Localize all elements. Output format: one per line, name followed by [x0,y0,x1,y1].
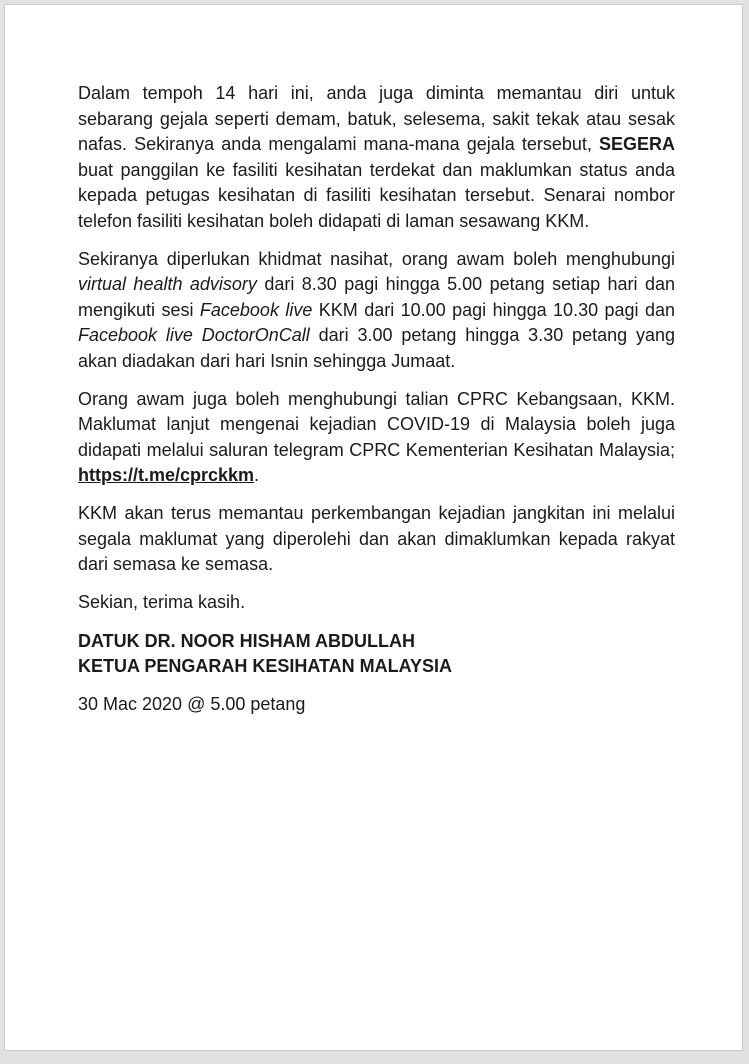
text-run: dari 3.00 petang hingga 3.30 petang yang akan diadakan dari hari Isnin sehingga Jumaat. [78,325,675,371]
signature-block [78,629,675,680]
text-run: Dalam tempoh 14 hari ini, anda juga diminta memantau diri untuk sebarang gejala seperti demam, batuk, selesema, sakit tekak atau sesak nafas. Sekiranya anda mengalami mana-mana gejala tersebut, [78,83,675,154]
paragraph-ongoing-monitoring [78,501,675,578]
signatory-title: KETUA PENGARAH KESIHATAN MALAYSIA [78,656,453,676]
text-run: Facebook live DoctorOnCall [78,325,310,345]
text-run: virtual health advisory [78,274,257,294]
paragraph-cprc-telegram [78,387,675,489]
telegram-link[interactable]: https://t.me/cprckkm [78,465,255,485]
text-run: Facebook live [199,299,313,320]
text-run: Orang awam juga boleh menghubungi talian CPRC Kebangsaan, KKM. Maklumat lanjut mengenai kejadian COVID-19 di Malaysia boleh juga didapati melalui saluran telegram CPRC Kementerian Kesihatan Malaysia; [78,388,675,460]
date-line: 30 Mac 2020 @ 5.00 petang [78,694,306,714]
document-body [78,81,675,730]
text-run: dari 8.30 pagi hingga 5.00 petang setiap hari dan mengikuti sesi [78,274,675,320]
paragraph-self-monitoring [78,81,675,234]
text-run: buat panggilan ke fasiliti kesihatan terdekat dan maklumkan status anda kepada petugas kesihatan di fasiliti kesihatan tersebut. Senarai nombor telefon fasiliti kesihatan boleh didapati di laman sesawang KKM. [78,159,675,231]
text-run: KKM dari 10.00 pagi hingga 10.30 pagi dan [312,299,675,320]
document-page [4,4,743,1051]
signatory-name: DATUK DR. NOOR HISHAM ABDULLAH [78,630,415,651]
text-run: . [254,465,260,485]
paragraph-advisory-services [78,247,675,375]
text-run: Sekiranya diperlukan khidmat nasihat, orang awam boleh menghubungi [78,248,675,269]
text-run: SEGERA [598,134,675,154]
text-run: KKM akan terus memantau perkembangan kejadian jangkitan ini melalui segala maklumat yang diperolehi dan akan dimaklumkan kepada rakyat dari semasa ke semasa. [78,503,675,574]
closing-line: Sekian, terima kasih. [78,592,246,612]
